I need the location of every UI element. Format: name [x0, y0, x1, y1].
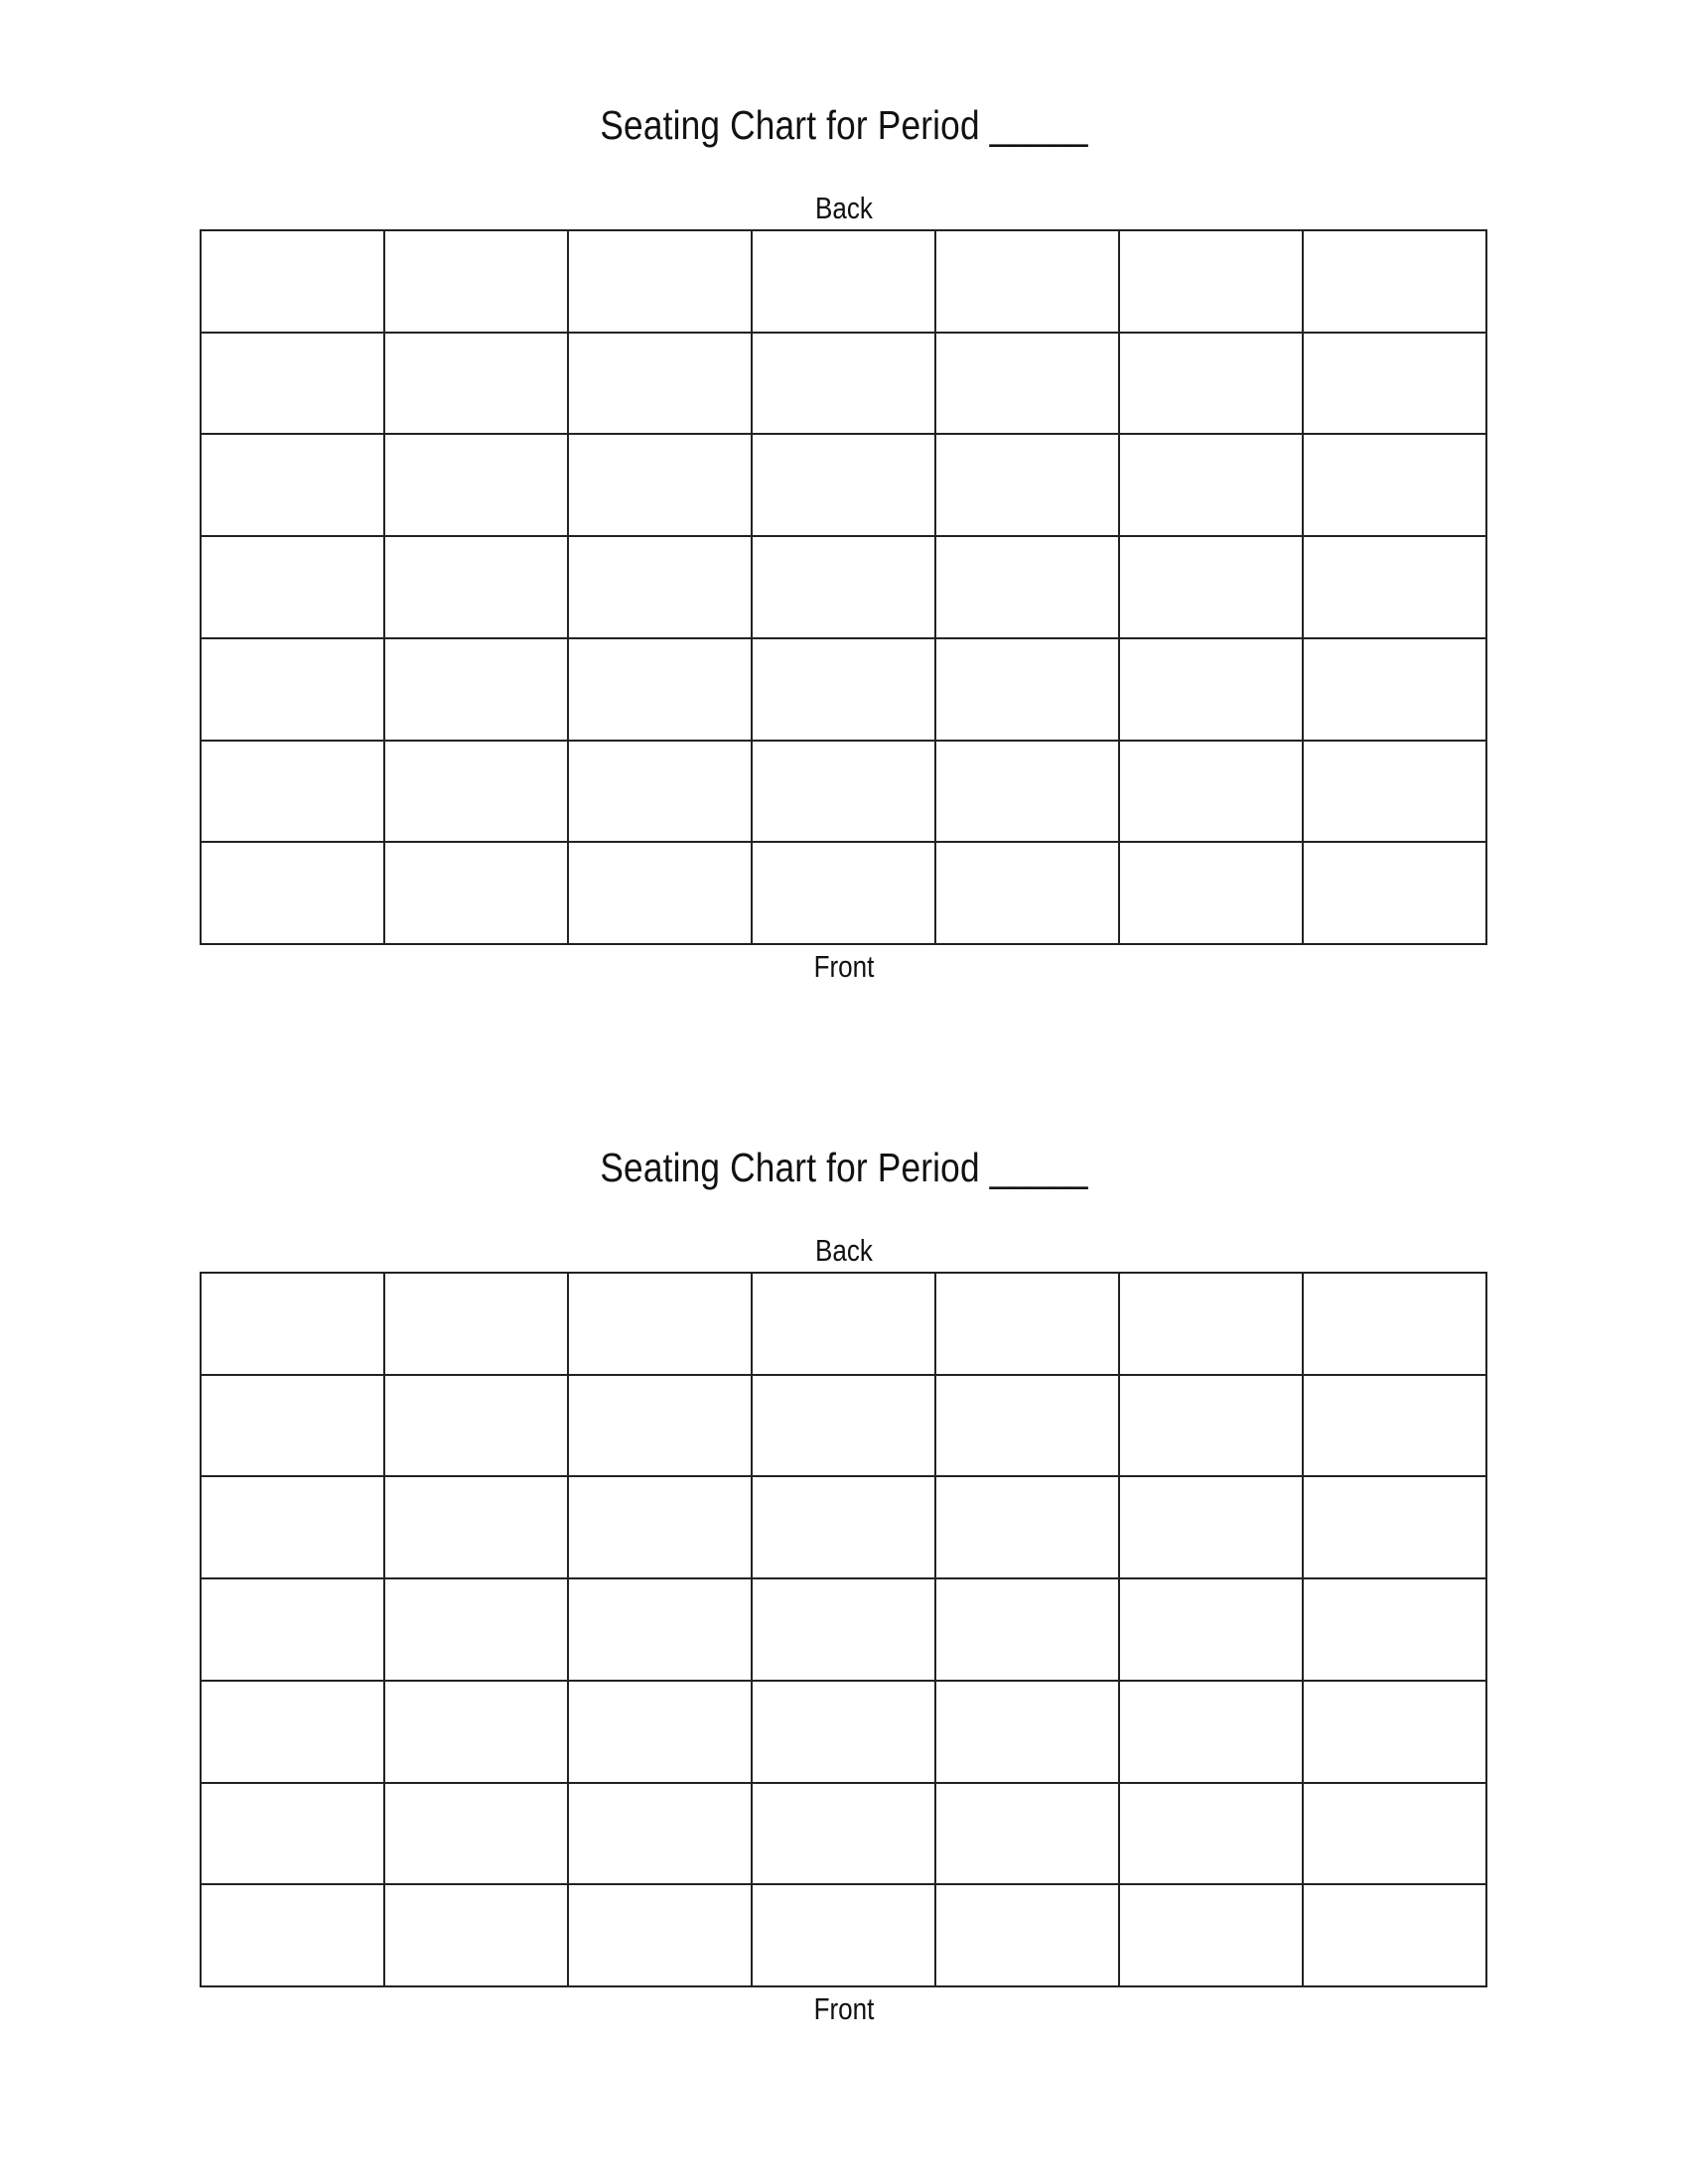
- seat-cell: [384, 638, 568, 741]
- seat-row: [201, 1578, 1486, 1681]
- back-label: Back: [815, 191, 873, 225]
- seating-grid: [200, 1272, 1487, 1987]
- seat-row: [201, 842, 1486, 944]
- seat-cell: [201, 1375, 384, 1477]
- seat-cell: [1303, 536, 1486, 638]
- seat-cell: [935, 1681, 1119, 1783]
- seat-cell: [1119, 536, 1303, 638]
- seat-cell: [1119, 1578, 1303, 1681]
- seat-cell: [384, 230, 568, 333]
- seat-cell: [568, 1476, 752, 1578]
- seat-cell: [935, 1783, 1119, 1885]
- seat-cell: [1119, 1375, 1303, 1477]
- seat-cell: [201, 1681, 384, 1783]
- seat-cell: [568, 741, 752, 843]
- seat-cell: [935, 230, 1119, 333]
- seat-cell: [752, 333, 935, 435]
- seat-cell: [384, 536, 568, 638]
- seat-cell: [935, 1578, 1119, 1681]
- seat-cell: [752, 842, 935, 944]
- seat-cell: [935, 638, 1119, 741]
- seat-cell: [384, 1884, 568, 1986]
- seat-row: [201, 1884, 1486, 1986]
- seat-row: [201, 1783, 1486, 1885]
- seat-cell: [1303, 1783, 1486, 1885]
- seat-cell: [1303, 230, 1486, 333]
- front-label: Front: [813, 1991, 875, 2026]
- seat-cell: [1303, 333, 1486, 435]
- seat-cell: [568, 1578, 752, 1681]
- seat-cell: [935, 434, 1119, 536]
- seat-cell: [201, 842, 384, 944]
- front-label: Front: [813, 949, 875, 984]
- back-label: Back: [815, 1233, 873, 1268]
- seat-cell: [1303, 1375, 1486, 1477]
- seat-cell: [568, 1681, 752, 1783]
- seat-cell: [935, 741, 1119, 843]
- seat-cell: [1303, 1681, 1486, 1783]
- seat-row: [201, 434, 1486, 536]
- seat-cell: [1119, 1783, 1303, 1885]
- seat-cell: [752, 1783, 935, 1885]
- seat-cell: [752, 741, 935, 843]
- seat-cell: [752, 536, 935, 638]
- seat-cell: [201, 536, 384, 638]
- seat-cell: [752, 1681, 935, 1783]
- seating-grid: [200, 229, 1487, 945]
- seat-cell: [201, 1273, 384, 1375]
- seat-cell: [1119, 333, 1303, 435]
- seat-cell: [752, 638, 935, 741]
- seat-cell: [384, 1375, 568, 1477]
- seat-row: [201, 1273, 1486, 1375]
- seat-cell: [201, 1476, 384, 1578]
- seat-cell: [1119, 1681, 1303, 1783]
- seat-row: [201, 741, 1486, 843]
- seat-cell: [1119, 230, 1303, 333]
- seat-cell: [752, 1884, 935, 1986]
- seat-cell: [935, 333, 1119, 435]
- seat-row: [201, 536, 1486, 638]
- seat-row: [201, 1681, 1486, 1783]
- seat-cell: [384, 333, 568, 435]
- seat-cell: [568, 333, 752, 435]
- seat-cell: [1303, 741, 1486, 843]
- seat-cell: [384, 434, 568, 536]
- seat-cell: [935, 842, 1119, 944]
- seat-cell: [1303, 638, 1486, 741]
- seat-row: [201, 230, 1486, 333]
- seat-cell: [752, 1476, 935, 1578]
- seat-cell: [1119, 434, 1303, 536]
- seat-cell: [935, 1476, 1119, 1578]
- seat-cell: [752, 230, 935, 333]
- seat-cell: [1303, 842, 1486, 944]
- seat-cell: [384, 1681, 568, 1783]
- seat-cell: [201, 741, 384, 843]
- seat-cell: [568, 1783, 752, 1885]
- seat-cell: [1303, 434, 1486, 536]
- seat-cell: [1119, 1884, 1303, 1986]
- seat-cell: [568, 1273, 752, 1375]
- seat-cell: [1119, 842, 1303, 944]
- seat-cell: [935, 536, 1119, 638]
- seat-cell: [1303, 1884, 1486, 1986]
- seat-cell: [568, 638, 752, 741]
- seat-cell: [752, 1578, 935, 1681]
- seating-chart-1: [0, 0, 1688, 993]
- seat-cell: [201, 434, 384, 536]
- seat-cell: [568, 842, 752, 944]
- seat-cell: [752, 1375, 935, 1477]
- seat-cell: [201, 1783, 384, 1885]
- seat-cell: [568, 434, 752, 536]
- chart-title: Seating Chart for Period _____: [600, 102, 1088, 148]
- seat-cell: [1303, 1273, 1486, 1375]
- seat-row: [201, 638, 1486, 741]
- seat-cell: [201, 230, 384, 333]
- chart-title: Seating Chart for Period _____: [600, 1145, 1088, 1190]
- seat-cell: [1119, 638, 1303, 741]
- seat-cell: [384, 1273, 568, 1375]
- seat-row: [201, 1375, 1486, 1477]
- seat-cell: [384, 1578, 568, 1681]
- seat-cell: [201, 333, 384, 435]
- seat-cell: [384, 1783, 568, 1885]
- seat-cell: [568, 536, 752, 638]
- seat-cell: [201, 1884, 384, 1986]
- seat-cell: [384, 741, 568, 843]
- seat-cell: [752, 434, 935, 536]
- seat-cell: [201, 1578, 384, 1681]
- seat-cell: [568, 1375, 752, 1477]
- seat-row: [201, 333, 1486, 435]
- seat-cell: [1119, 741, 1303, 843]
- seat-cell: [568, 230, 752, 333]
- seat-cell: [384, 842, 568, 944]
- seat-cell: [201, 638, 384, 741]
- seat-cell: [935, 1375, 1119, 1477]
- seat-cell: [935, 1884, 1119, 1986]
- seat-cell: [384, 1476, 568, 1578]
- seat-cell: [1119, 1476, 1303, 1578]
- seating-chart-2: [0, 1042, 1688, 2035]
- seat-cell: [1303, 1476, 1486, 1578]
- seat-cell: [1303, 1578, 1486, 1681]
- seat-cell: [752, 1273, 935, 1375]
- seat-cell: [568, 1884, 752, 1986]
- seat-cell: [1119, 1273, 1303, 1375]
- seat-cell: [935, 1273, 1119, 1375]
- seat-row: [201, 1476, 1486, 1578]
